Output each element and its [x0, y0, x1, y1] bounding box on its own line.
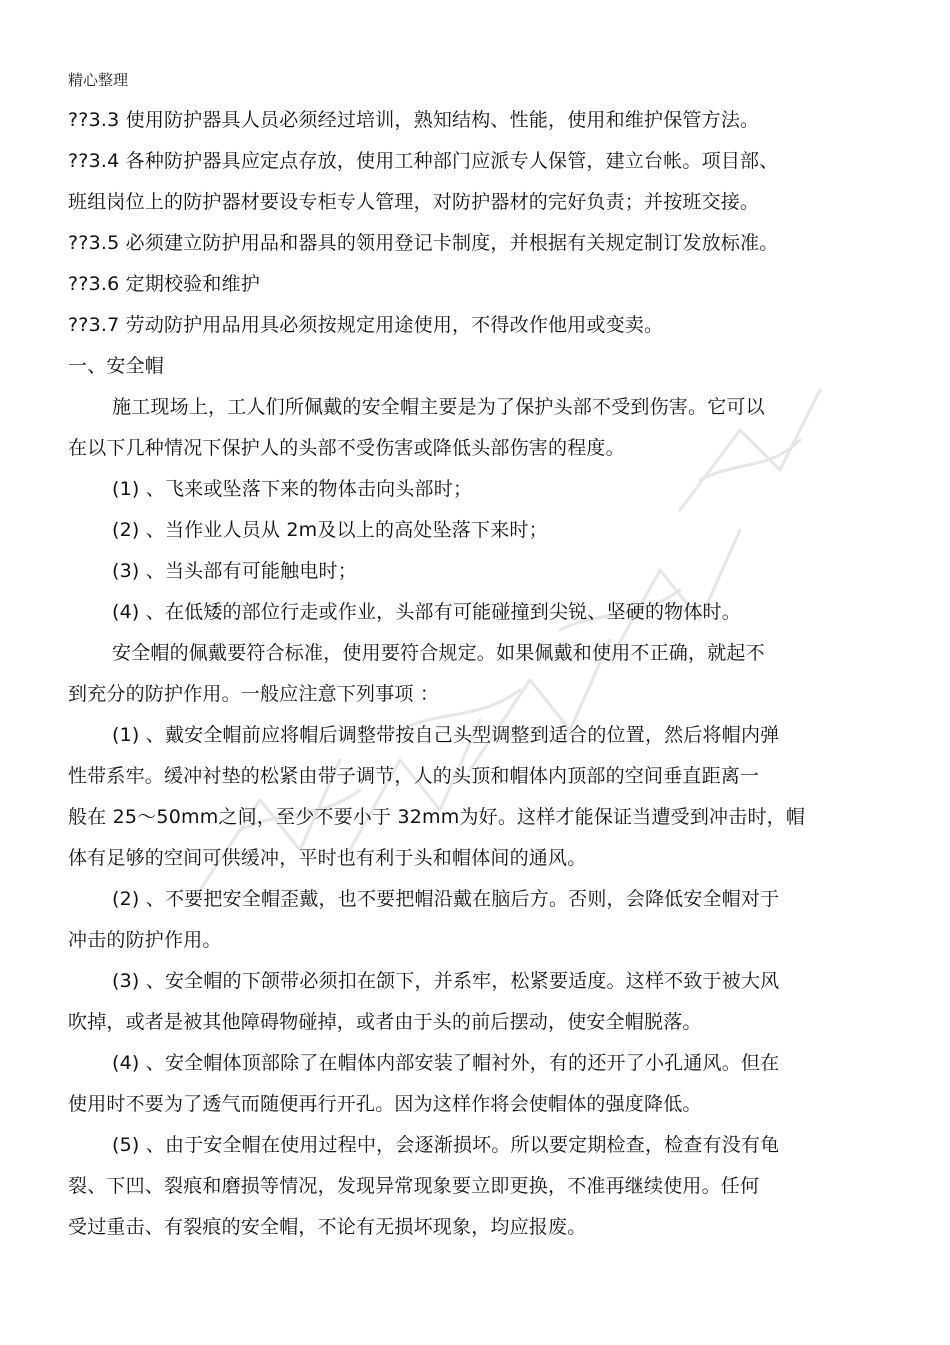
text-line: ??3.7 劳动防护用品用具必须按规定用途使用，不得改作他用或变卖。: [68, 314, 664, 336]
text-line: (2) 、当作业人员从 2m及以上的高处坠落下来时；: [112, 519, 548, 541]
text-line: (1) 、飞来或坠落下来的物体击向头部时；: [112, 478, 473, 500]
text-line: ??3.3 使用防护器具人员必须经过培训，熟知结构、性能，使用和维护保管方法。: [68, 109, 760, 131]
text-line: 裂、下凹、裂痕和磨损等情况，发现异常现象要立即更换，不准再继续使用。任何: [68, 1175, 760, 1197]
text-line: (4) 、在低矮的部位行走或作业，头部有可能碰撞到尖锐、坚硬的物体时。: [112, 601, 741, 623]
text-line: 一、安全帽: [68, 355, 165, 377]
text-line: (2) 、不要把安全帽歪戴，也不要把帽沿戴在脑后方。否则，会降低安全帽对于: [112, 888, 780, 910]
text-line: 安全帽的佩戴要符合标准，使用要符合规定。如果佩戴和使用不正确，就起不: [112, 642, 765, 664]
header-label: 精心整理: [68, 71, 129, 89]
text-line: 吹掉，或者是被其他障碍物碰掉，或者由于头的前后摆动，使安全帽脱落。: [68, 1011, 702, 1033]
text-line: ??3.4 各种防护器具应定点存放，使用工种部门应派专人保管，建立台帐。项目部、: [68, 150, 779, 172]
text-line: 班组岗位上的防护器材要设专柜专人管理，对防护器材的完好负责；并按班交接。: [68, 191, 760, 213]
text-line: (3) 、安全帽的下颌带必须扣在颌下，并系牢，松紧要适度。这样不致于被大风: [112, 970, 780, 992]
text-line: (5) 、由于安全帽在使用过程中，会逐渐损坏。所以要定期检查，检查有没有龟: [112, 1134, 780, 1156]
text-line: 受过重击、有裂痕的安全帽，不论有无损坏现象，均应报废。: [68, 1216, 587, 1238]
text-line: 施工现场上，工人们所佩戴的安全帽主要是为了保护头部不受到伤害。它可以: [112, 396, 765, 418]
text-line: 使用时不要为了透气而随便再行开孔。因为这样作将会使帽体的强度降低。: [68, 1093, 702, 1115]
text-line: 体有足够的空间可供缓冲，平时也有利于头和帽体间的通风。: [68, 847, 587, 869]
text-line: ??3.5 必须建立防护用品和器具的领用登记卡制度，并根据有关规定制订发放标准。: [68, 232, 779, 254]
text-line: ??3.6 定期校验和维护: [68, 273, 261, 295]
text-line: 到充分的防护作用。一般应注意下列事项 ：: [68, 683, 440, 705]
text-line: (1) 、戴安全帽前应将帽后调整带按自己头型调整到适合的位置，然后将帽内弹: [112, 724, 780, 746]
text-line: (4) 、安全帽体顶部除了在帽体内部安装了帽衬外，有的还开了小孔通风。但在: [112, 1052, 780, 1074]
text-line: 性带系牢。缓冲衬垫的松紧由带子调节，人的头顶和帽体内顶部的空间垂直距离一: [68, 765, 760, 787]
document-body: [68, 100, 850, 1248]
text-line: 在以下几种情况下保护人的头部不受伤害或降低头部伤害的程度。: [68, 437, 625, 459]
text-line: 冲击的防护作用。: [68, 929, 222, 951]
text-line: 般在 25～50mm之间，至少不要小于 32mm为好。这样才能保证当遭受到冲击时，帽: [68, 806, 806, 828]
text-line: (3) 、当头部有可能触电时；: [112, 560, 357, 582]
